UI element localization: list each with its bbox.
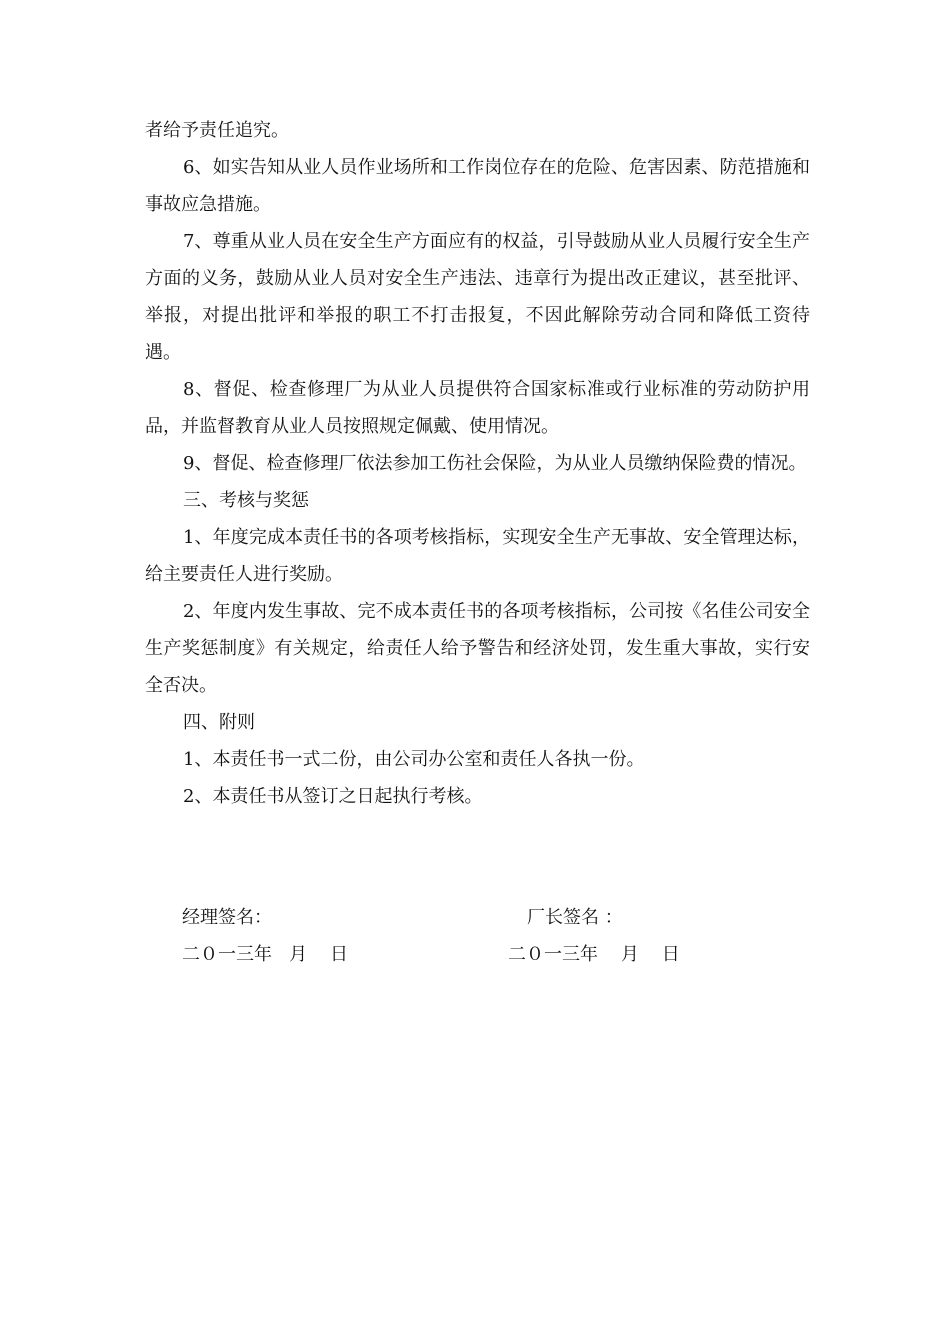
director-signature-date: 二０一三年 月 日 <box>508 944 680 965</box>
paragraph-continuation: 者给予责任追究。 <box>145 120 289 141</box>
paragraph-item-9: 9、督促、检查修理厂依法参加工伤社会保险，为从业人员缴纳保险费的情况。 <box>183 453 807 474</box>
paragraph-appendix-1: 1、本责任书一式二份，由公司办公室和责任人各执一份。 <box>183 749 645 770</box>
paragraph-item-8: 8、督促、检查修理厂为从业人员提供符合国家标准或行业标准的劳动防护用品，并监督教育从业人员按照规定佩戴、使用情况。 <box>145 379 810 437</box>
paragraph-item-6: 6、如实告知从业人员作业场所和工作岗位存在的危险、危害因素、防范措施和事故应急措施。 <box>145 157 810 215</box>
signature-block <box>182 899 782 979</box>
paragraph-appendix-2: 2、本责任书从签订之日起执行考核。 <box>183 786 483 807</box>
section-heading-appendix: 四、附则 <box>183 712 255 733</box>
document-body <box>145 112 810 815</box>
paragraph-assessment-2: 2、年度内发生事故、完不成本责任书的各项考核指标，公司按《名佳公司安全生产奖惩制度》有关规定，给责任人给予警告和经济处罚，发生重大事故，实行安全否决。 <box>145 601 810 696</box>
paragraph-assessment-1: 1、年度完成本责任书的各项考核指标，实现安全生产无事故、安全管理达标，给主要责任人进行奖励。 <box>145 527 810 585</box>
section-heading-assessment: 三、考核与奖惩 <box>183 490 309 511</box>
manager-signature-date: 二０一三年 月 日 <box>182 944 349 965</box>
manager-signature-label: 经理签名： <box>182 907 272 928</box>
paragraph-item-7: 7、尊重从业人员在安全生产方面应有的权益，引导鼓励从业人员履行安全生产方面的义务，鼓励从业人员对安全生产违法、违章行为提出改正建议，甚至批评、举报，对提出批评和举报的职工不打击报复，不因此解除劳动合同和降低工资待遇。 <box>145 231 810 363</box>
director-signature-label: 厂长签名 ： <box>527 907 623 928</box>
signature-label-row <box>182 899 782 936</box>
signature-date-row <box>182 936 782 973</box>
